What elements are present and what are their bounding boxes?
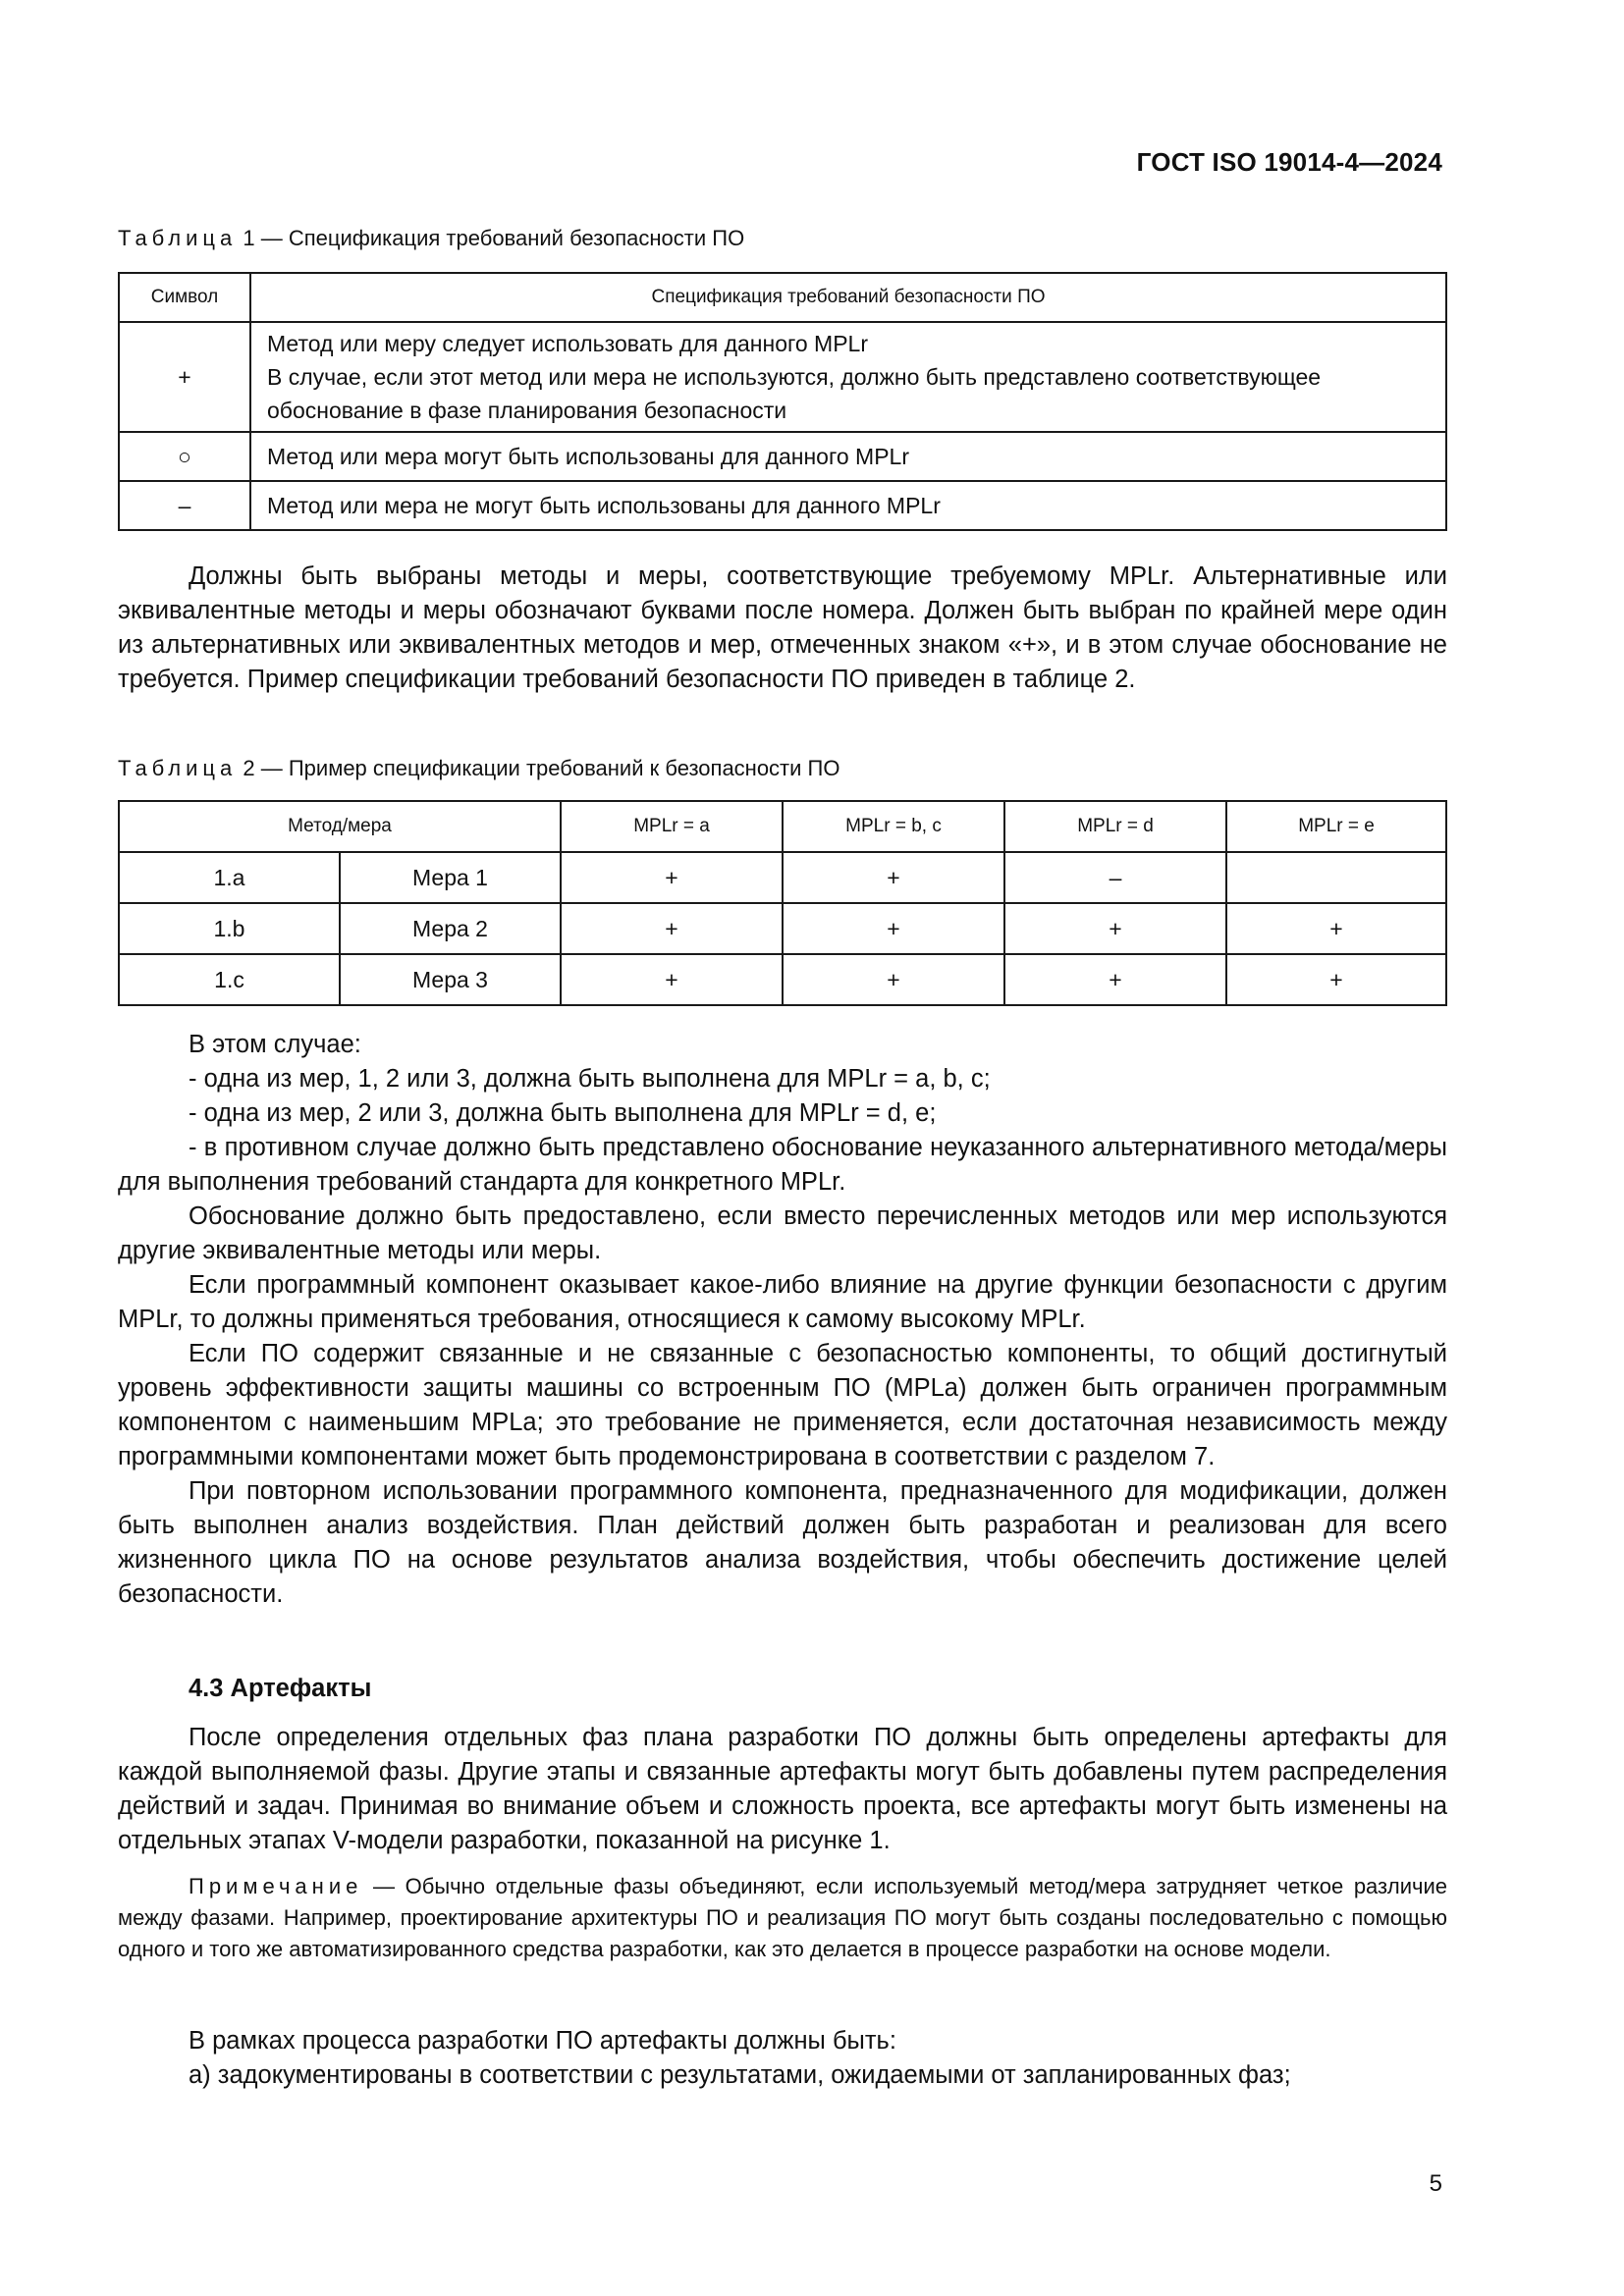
paragraph-methods — [118, 560, 1447, 697]
table1-description — [250, 481, 1446, 530]
cell-d: + — [1004, 903, 1226, 954]
requirements-text — [118, 1028, 1447, 1612]
case-item: - в противном случае должно быть представлено обоснование неуказанного альтернативного метода/меры для выполнения требований стандарта для конкретного MPLr. — [118, 1134, 1447, 1196]
table1-symbols — [118, 272, 1447, 531]
table1-description — [250, 432, 1446, 481]
table1-desc-line: Метод или меру следует использовать для данного MPLr — [267, 331, 869, 356]
cell-a: + — [561, 903, 783, 954]
measure-name: Мера 3 — [340, 954, 561, 1005]
cell-e: + — [1226, 954, 1446, 1005]
page-number: 5 — [1429, 2170, 1442, 2197]
paragraph-text: После определения отдельных фаз плана разработки ПО должны быть определены артефакты для каждой выполняемой фазы. Другие этапы и связанные артефакты могут быть добавлены путем распределения действий и задач. Принимая во внимание объем и сложность проекта, все артефакты могут быть изменены на отдельных этапах V-модели разработки, показанной на рисунке 1. — [118, 1724, 1447, 1854]
table2-col-d: MPLr = d — [1004, 801, 1226, 852]
table2-caption — [118, 756, 839, 781]
case-item: - одна из мер, 2 или 3, должна быть выполнена для MPLr = d, e; — [189, 1099, 937, 1127]
cell-d: – — [1004, 852, 1226, 903]
cell-d: + — [1004, 954, 1226, 1005]
measure-name: Мера 2 — [340, 903, 561, 954]
note-label: Примечание — [189, 1874, 363, 1898]
table1-col-spec: Спецификация требований безопасности ПО — [250, 273, 1446, 322]
table-row — [119, 322, 1446, 432]
table2-col-bc: MPLr = b, c — [783, 801, 1004, 852]
table1-header-row — [119, 273, 1446, 322]
cell-a: + — [561, 954, 783, 1005]
paragraph-artifacts — [118, 1721, 1447, 1858]
cell-bc: + — [783, 954, 1004, 1005]
table1-caption-title: 1 — Спецификация требований безопасности ПО — [243, 226, 745, 250]
case-intro: В этом случае: — [189, 1031, 361, 1058]
table1-description — [250, 322, 1446, 432]
list-item: a) задокументированы в соответствии с результатами, ожидаемыми от запланированных фаз; — [189, 2061, 1291, 2089]
method-id: 1.a — [119, 852, 340, 903]
method-id: 1.c — [119, 954, 340, 1005]
table2-col-a: MPLr = a — [561, 801, 783, 852]
table2-example — [118, 800, 1447, 1006]
document-header: ГОСТ ISO 19014-4—2024 — [1136, 147, 1442, 177]
method-id: 1.b — [119, 903, 340, 954]
table1-symbol-circle: ○ — [119, 432, 250, 481]
table2-header-row — [119, 801, 1446, 852]
table1-symbol-plus: + — [119, 322, 250, 432]
table-row — [119, 852, 1446, 903]
measure-name: Мера 1 — [340, 852, 561, 903]
table1-desc-line: В случае, если этот метод или мера не используются, должно быть представлено соответствующее — [267, 364, 1322, 390]
table1-col-symbol: Символ — [119, 273, 250, 322]
cell-a: + — [561, 852, 783, 903]
paragraph-text: Если программный компонент оказывает какое-либо влияние на другие функции безопасности с другим MPLr, то должны применяться требования, относящиеся к самому высокому MPLr. — [118, 1271, 1447, 1333]
table-row — [119, 903, 1446, 954]
artifact-requirements — [118, 2024, 1447, 2093]
table2-col-method: Метод/мера — [119, 801, 561, 852]
note-text: — Обычно отдельные фазы объединяют, если используемый метод/мера затрудняет четкое различие между фазами. Например, проектирование архитектуры ПО и реализация ПО могут быть созданы последовательно с помощью одного и того же автоматизированного средства разработки, как это делается в процессе разработки на основе модели. — [118, 1874, 1447, 1961]
paragraph-text: Если ПО содержит связанные и не связанные с безопасностью компоненты, то общий достигнутый уровень эффективности защиты машины со встроенным ПО (MPLa) должен быть ограничен программным компонентом с наименьшим MPLa; это требование не применяется, если достаточная независимость между программными компонентами может быть продемонстрирована в соответствии с разделом 7. — [118, 1340, 1447, 1470]
note — [118, 1871, 1447, 1965]
cell-e — [1226, 852, 1446, 903]
list-intro: В рамках процесса разработки ПО артефакты должны быть: — [189, 2027, 896, 2055]
paragraph-text: При повторном использовании программного компонента, предназначенного для модификации, должен быть выполнен анализ воздействия. План действий должен быть разработан и реализован для всего жизненного цикла ПО на основе результатов анализа воздействия, чтобы обеспечить достижение целей безопасности. — [118, 1477, 1447, 1608]
table-row — [119, 481, 1446, 530]
table2-caption-title: 2 — Пример спецификации требований к безопасности ПО — [243, 756, 840, 780]
table1-desc-line: Метод или мера могут быть использованы для данного MPLr — [267, 444, 909, 469]
case-item: - одна из мер, 1, 2 или 3, должна быть выполнена для MPLr = a, b, c; — [189, 1065, 991, 1093]
table1-desc-line: Метод или мера не могут быть использованы для данного MPLr — [267, 493, 941, 518]
cell-e: + — [1226, 903, 1446, 954]
table1-caption-word: Таблица — [118, 226, 238, 250]
table-row — [119, 954, 1446, 1005]
paragraph-text: Должны быть выбраны методы и меры, соответствующие требуемому MPLr. Альтернативные или эквивалентные методы и меры обозначают буквами после номера. Должен быть выбран по крайней мере один из альтернативных или эквивалентных методов и мер, отмеченных знаком «+», и в этом случае обоснование не требуется. Пример спецификации требований безопасности ПО приведен в таблице 2. — [118, 562, 1447, 693]
paragraph-text: Обоснование должно быть предоставлено, если вместо перечисленных методов или мер используются другие эквивалентные методы или меры. — [118, 1202, 1447, 1264]
table2-col-e: MPLr = e — [1226, 801, 1446, 852]
cell-bc: + — [783, 903, 1004, 954]
section-heading: 4.3 Артефакты — [189, 1675, 372, 1702]
table1-symbol-dash: – — [119, 481, 250, 530]
cell-bc: + — [783, 852, 1004, 903]
table2-caption-word: Таблица — [118, 756, 238, 780]
table1-desc-line: обоснование в фазе планирования безопасности — [267, 398, 787, 423]
table1-caption — [118, 226, 744, 251]
table-row — [119, 432, 1446, 481]
